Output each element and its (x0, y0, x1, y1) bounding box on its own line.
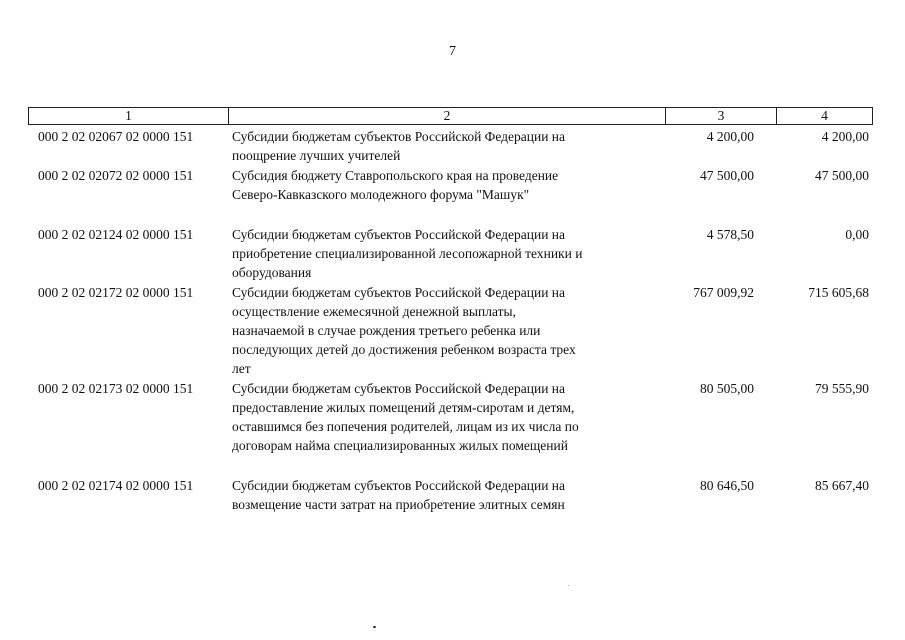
value-col-4: 85 667,40 (815, 478, 869, 493)
description-line: лет (232, 361, 251, 376)
description-line: Субсидии бюджетам субъектов Российской Федерации на (232, 478, 566, 493)
description-line: Субсидии бюджетам субъектов Российской Федерации на (232, 227, 566, 242)
value-col-3: 47 500,00 (700, 168, 754, 183)
budget-code: 000 2 02 02173 02 0000 151 (38, 381, 194, 396)
row-description (232, 166, 642, 204)
value-col-4: 47 500,00 (815, 168, 869, 183)
description-line: назначаемой в случае рождения третьего ребенка или (232, 323, 541, 338)
description-line: осуществление ежемесячной денежной выплаты, (232, 304, 516, 319)
row-description (232, 127, 642, 165)
value-col-4: 79 555,90 (815, 381, 869, 396)
column-header-1: 1 (29, 108, 229, 124)
value-col-3: 4 200,00 (706, 129, 754, 144)
value-col-3: 767 009,92 (693, 285, 754, 300)
description-line: оставшимся без попечения родителей, лицам из их числа по (232, 419, 579, 434)
value-col-4: 4 200,00 (821, 129, 869, 144)
row-description (232, 379, 642, 455)
table-header (28, 107, 873, 125)
scan-speck (373, 626, 376, 628)
description-line: Северо-Кавказского молодежного форума "Машук" (232, 187, 530, 202)
budget-code: 000 2 02 02072 02 0000 151 (38, 168, 194, 183)
description-line: договорам найма специализированных жилых помещений (232, 438, 568, 453)
description-line: последующих детей до достижения ребенком возраста трех (232, 342, 576, 357)
description-line: Субсидия бюджету Ставропольского края на проведение (232, 168, 559, 183)
description-line: Субсидии бюджетам субъектов Российской Федерации на (232, 381, 566, 396)
description-line: поощрение лучших учителей (232, 148, 401, 163)
column-header-4: 4 (821, 108, 828, 123)
row-description (232, 225, 642, 282)
budget-code: 000 2 02 02172 02 0000 151 (38, 285, 194, 300)
row-description (232, 476, 642, 514)
description-line: возмещение части затрат на приобретение элитных семян (232, 497, 565, 512)
value-col-4: 715 605,68 (808, 285, 869, 300)
description-line: Субсидии бюджетам субъектов Российской Федерации на (232, 285, 566, 300)
row-description (232, 283, 642, 378)
budget-code: 000 2 02 02067 02 0000 151 (38, 129, 194, 144)
column-header-2: 2 (229, 108, 666, 124)
description-line: приобретение специализированной лесопожарной техники и (232, 246, 583, 261)
description-line: оборудования (232, 265, 312, 280)
description-line: предоставление жилых помещений детям-сиротам и детям, (232, 400, 575, 415)
value-col-3: 4 578,50 (706, 227, 754, 242)
budget-code: 000 2 02 02124 02 0000 151 (38, 227, 194, 242)
page-number: 7 (449, 44, 456, 59)
value-col-3: 80 646,50 (700, 478, 754, 493)
value-col-4: 0,00 (845, 227, 869, 242)
column-header-3: 3 (666, 108, 777, 124)
budget-code: 000 2 02 02174 02 0000 151 (38, 478, 194, 493)
scan-speck (568, 585, 569, 586)
description-line: Субсидии бюджетам субъектов Российской Федерации на (232, 129, 566, 144)
value-col-3: 80 505,00 (700, 381, 754, 396)
